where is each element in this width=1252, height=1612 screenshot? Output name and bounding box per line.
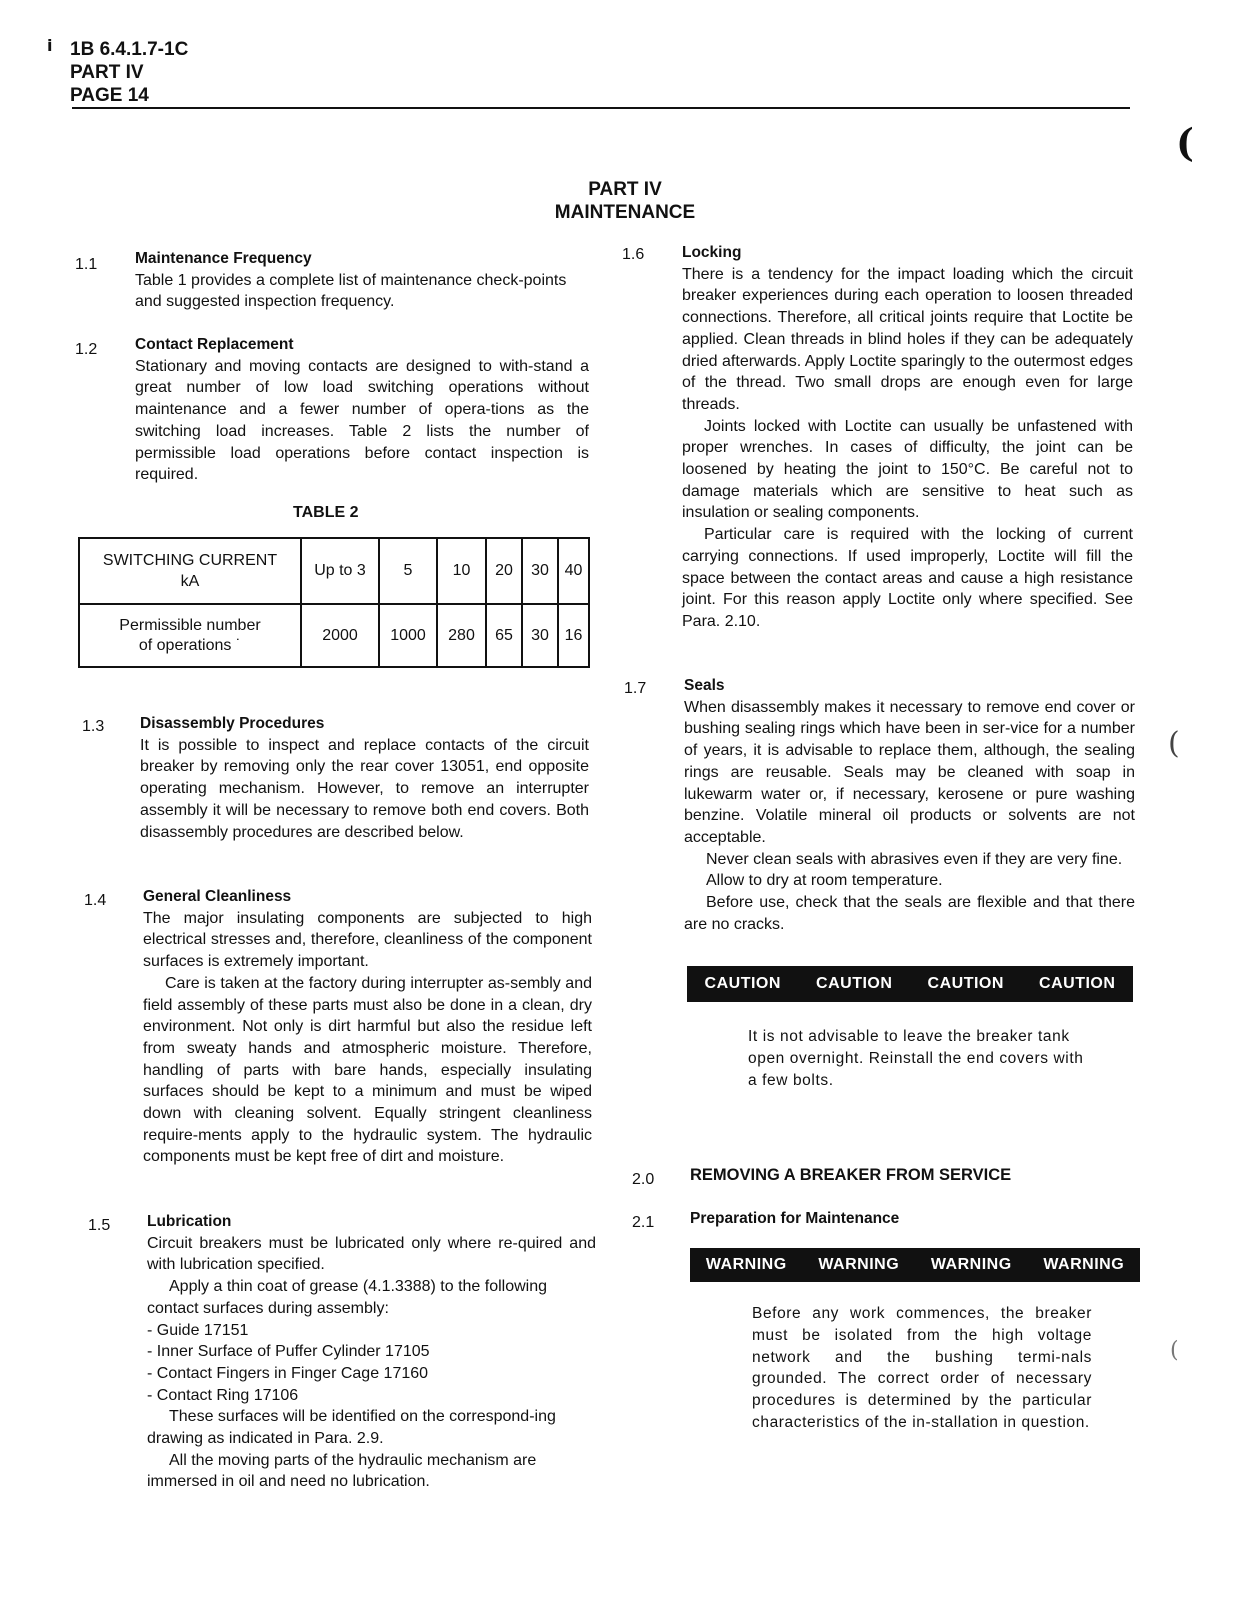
section-text: The major insulating components are subjected to high electrical stresses and, therefore, cleanliness of the component surfaces is extremely important. <box>143 909 592 971</box>
table-label-unit: kA <box>180 573 200 590</box>
margin-bracket-top: ( <box>1176 120 1194 165</box>
section-number: 1.2 <box>75 341 98 358</box>
warning-text: Before any work commences, the breaker must be isolated from the high voltage network and the bushing termi-nals grounded. The correct order of necessary procedures is determined by the particular characteristics of the in-stallation in question. <box>752 1305 1092 1431</box>
section-number: 1.4 <box>84 892 107 909</box>
list-item: - Guide 17151 <box>147 1321 249 1339</box>
margin-tick-mark: ⅰ <box>47 38 53 55</box>
doc-number: 1B 6.4.1.7-1C <box>70 39 189 60</box>
margin-bracket-mid: ( <box>1168 726 1180 761</box>
section-heading: Maintenance Frequency <box>135 250 312 267</box>
section-seals <box>684 675 1135 935</box>
table-cell: Up to 3 <box>301 538 379 604</box>
table-cell: 2000 <box>301 604 379 667</box>
title-part: PART IV <box>588 179 662 200</box>
section-text: Before use, check that the seals are flexible and that there are no cracks. <box>684 894 1135 933</box>
section-preparation-heading: Preparation for Maintenance <box>690 1210 900 1227</box>
section-maintenance-frequency <box>135 248 597 313</box>
table-cell: 10 <box>437 538 486 604</box>
warning-label: WARNING <box>818 1256 900 1273</box>
section-removing-breaker: REMOVING A BREAKER FROM SERVICE <box>690 1166 1012 1184</box>
header-rule <box>72 107 1130 109</box>
section-text: Apply a thin coat of grease (4.1.3388) to the following contact surfaces during assembly: <box>147 1278 548 1317</box>
section-text: All the moving parts of the hydraulic mechanism are immersed in oil and need no lubrication. <box>147 1451 537 1491</box>
list-item: - Contact Ring 17106 <box>147 1386 299 1404</box>
table-row <box>79 604 589 667</box>
section-text: Particular care is required with the locking of current carrying connections. If used improperly, Loctite will fill the space between the contact areas and cause a high resistance joint. For this reason apply Loctite only where specified. See Para. 2.10. <box>682 526 1133 630</box>
margin-mark-bottom: ( <box>1170 1338 1179 1363</box>
section-number: 2.0 <box>632 1171 655 1188</box>
part-label: PART IV <box>70 62 144 83</box>
warning-banner <box>690 1248 1140 1282</box>
section-number: 2.1 <box>632 1214 655 1231</box>
document-header <box>70 38 188 107</box>
section-disassembly-procedures <box>140 713 589 843</box>
section-heading: Disassembly Procedures <box>140 715 325 732</box>
list-item: - Inner Surface of Puffer Cylinder 17105 <box>147 1343 430 1361</box>
table-cell: 30 <box>522 538 558 604</box>
section-number: 1.6 <box>622 246 645 263</box>
title-maintenance: MAINTENANCE <box>554 202 696 223</box>
section-number: 1.1 <box>75 256 98 273</box>
section-heading: Locking <box>682 244 742 261</box>
caution-label: CAUTION <box>816 975 893 992</box>
caution-label: CAUTION <box>704 975 781 992</box>
section-text: Joints locked with Loctite can usually be unfastened with proper wrenches. In cases of difficulty, the joint can be loosened by heating the joint to 150°C. Be careful not to damage materials which are sensitive to heat such as insulation or sealing components. <box>682 417 1133 522</box>
table-cell: 30 <box>522 604 558 667</box>
table-label: Permissible number <box>119 616 261 634</box>
caution-label: CAUTION <box>927 975 1004 992</box>
table-cell: 16 <box>558 604 589 667</box>
table-header-cell <box>79 604 301 667</box>
section-text: These surfaces will be identified on the correspond-ing drawing as indicated in Para. 2.9. <box>147 1408 556 1448</box>
section-locking <box>682 242 1133 633</box>
caution-banner <box>687 966 1133 1002</box>
section-text: Allow to dry at room temperature. <box>706 872 943 890</box>
caution-text: It is not advisable to leave the breaker tank open overnight. Reinstall the end covers with a few bolts. <box>748 1028 1084 1089</box>
section-heading: General Cleanliness <box>143 888 292 905</box>
table-cell: 20 <box>486 538 522 604</box>
section-heading: Lubrication <box>147 1213 232 1230</box>
warning-label: WARNING <box>1043 1256 1125 1273</box>
warning-label: WARNING <box>930 1256 1012 1273</box>
section-text: Circuit breakers must be lubricated only where re-quired and with lubrication specified. <box>147 1234 596 1274</box>
section-heading: Contact Replacement <box>135 336 294 353</box>
section-heading: Seals <box>684 677 725 694</box>
table-cell: 1000 <box>379 604 437 667</box>
list-item: - Contact Fingers in Finger Cage 17160 <box>147 1364 429 1382</box>
table-row <box>79 538 589 604</box>
section-number: 1.3 <box>82 718 105 735</box>
section-lubrication <box>147 1211 596 1493</box>
table-label: SWITCHING CURRENT <box>102 552 278 569</box>
table-cell: 280 <box>437 604 486 667</box>
section-number: 1.7 <box>624 680 647 697</box>
section-number: 1.5 <box>88 1217 111 1234</box>
table-cell: 65 <box>486 604 522 667</box>
caution-label: CAUTION <box>1039 975 1116 992</box>
section-text: It is possible to inspect and replace contacts of the circuit breaker by removing only the rear cover 13051, end opposite operating mechanism. However, to remove an interrupter assembly it will be necessary to remove both end covers. Both disassembly procedures are described below. <box>140 736 589 841</box>
switching-current-table <box>78 537 590 668</box>
section-contact-replacement <box>135 334 589 486</box>
section-text: Never clean seals with abrasives even if they are very fine. <box>706 850 1123 868</box>
section-text: There is a tendency for the impact loading which the circuit breaker experiences during each operation to loosen threaded connections. Therefore, all critical joints require that Loctite be applied. Clean threads in blind holes if they can be adequately dried afterwards. Apply Loctite sparingly to the outermost edges of the thread. Two small drops are enough even for large threads. <box>682 265 1133 413</box>
section-text: When disassembly makes it necessary to remove end cover or bushing sealing rings which have been in ser-vice for a number of years, it is advisable to replace them, although, the sealing rings are reusable. Seals may be cleaned with soap in lukewarm water or, if necessary, kerosene or pure washing benzine. Volatile mineral oil products or solvents are not acceptable. <box>684 698 1135 846</box>
table-cell: 5 <box>379 538 437 604</box>
table-cell: 40 <box>558 538 589 604</box>
table-label: of operations ˙ <box>138 636 242 654</box>
section-text: Table 1 provides a complete list of maintenance check-points and suggested inspection frequency. <box>135 271 567 311</box>
table-header-cell <box>79 538 301 604</box>
section-text: Stationary and moving contacts are designed to with-stand a great number of low load switching operations without maintenance and a fewer number of opera-tions as the switching load increases. Table 2 lists the number of permissible load operations before contact inspection is required. <box>135 357 589 484</box>
section-text: Care is taken at the factory during interrupter as-sembly and field assembly of these parts must also be done in a clean, dry environment. Not only is dirt harmful but also the residue left from sweaty hands and atmospheric moisture. Therefore, handling of parts with bare hands, especially insulating surfaces should be kept to a minimum and must be wiped down with cleaning solvent. Equally stringent cleanliness require-ments apply to the hydraulic system. The hydraulic components must be kept free of dirt and moisture. <box>143 974 592 1166</box>
table-caption: TABLE 2 <box>293 504 359 521</box>
section-general-cleanliness <box>143 886 592 1168</box>
warning-label: WARNING <box>705 1256 787 1273</box>
page-title <box>400 178 850 224</box>
page-number: PAGE 14 <box>70 85 149 106</box>
